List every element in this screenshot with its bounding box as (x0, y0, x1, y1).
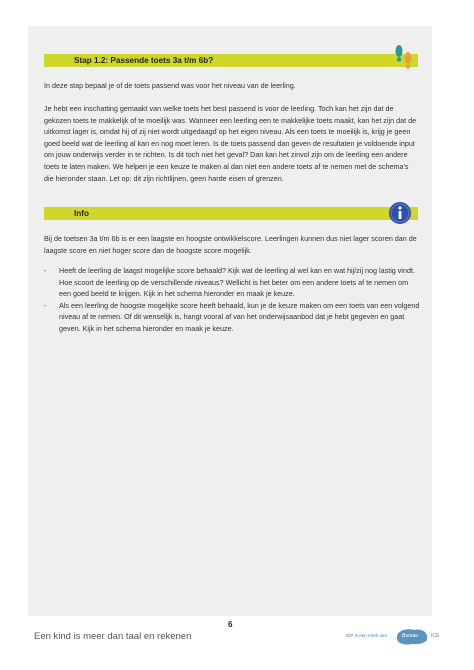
info-icon (388, 201, 412, 225)
section-title: Stap 1.2: Passende toets 3a t/m 6b? (74, 56, 214, 65)
section-title: Info (74, 209, 90, 218)
brand-name: Bureau (402, 633, 419, 639)
page-number: 6 (228, 620, 233, 629)
info-bullet-list (44, 265, 420, 335)
intro-paragraph: In deze stap bepaal je of de toets passend was voor het niveau van de leerling. (44, 81, 296, 90)
body-paragraph: Je hebt een inschatting gemaakt van welke toets het best passend is voor de leerling. Toch kan het zijn dat de gekozen toets te makkelijk of te moeilijk was. Wanneer een leerling een te makkelijke toets maakt, kan het zijn dat de uitkomst lager is, omdat hij of zij niet wordt uitgedaagd op het eigen niveau. Als een toets te moeilijk is, krijg je geen goed beeld wat de leerling al kan en nog moet leren. Is de toets passend dan geven de resultaten je voldoende input om jouw onderwijs verder in te richten. Is dit toch niet het geval? Dan kan het zinvol zijn om de leerling een andere toets te laten maken. We helpen je een keuze te maken al dan niet een andere toets af te nemen met de schema’s die hieronder staan. Let op: dit zijn richtlijnen, geen harde eisen of grenzen. (44, 104, 417, 183)
footer-tagline: Een kind is meer dan taal en rekenen (34, 631, 192, 642)
footprints-icon (393, 44, 415, 70)
section-header-stap (44, 54, 418, 67)
list-item: - Als een leerling de hoogste mogelijke score heeft behaald, kun je de keuze maken om een toets van een volgend niveau af te nemen. Of dit wenselijk is, hangt vooral af van het onderwijsaanbod dat je hebt gegeven en gaat geven. Kijk in het schema hieronder en maak je keuze. (44, 300, 420, 333)
brand-suffix: ICE (431, 633, 440, 639)
section-header-info (44, 207, 418, 220)
brand-logo (346, 626, 446, 648)
brand-prefix: IEP is een merk van (346, 633, 388, 638)
info-paragraph: Bij de toetsen 3a t/m 6b is er een laagste en hoogste ontwikkelscore. Leerlingen kunnen dus niet lager scoren dan de laagste score en niet hoger score dan de hoogste score mogelijk. (44, 234, 417, 255)
list-item: - Heeft de leerling de laagst mogelijke score behaald? Kijk wat de leerling al wel kan en wat hij/zij nog lastig vindt. Hoe scoort de leerling op de verschillende niveaus? Wellicht is het beter om een andere toets af te nemen om een goed beeld te krijgen. Kijk in het schema hieronder en maak je keuze. (44, 266, 415, 299)
